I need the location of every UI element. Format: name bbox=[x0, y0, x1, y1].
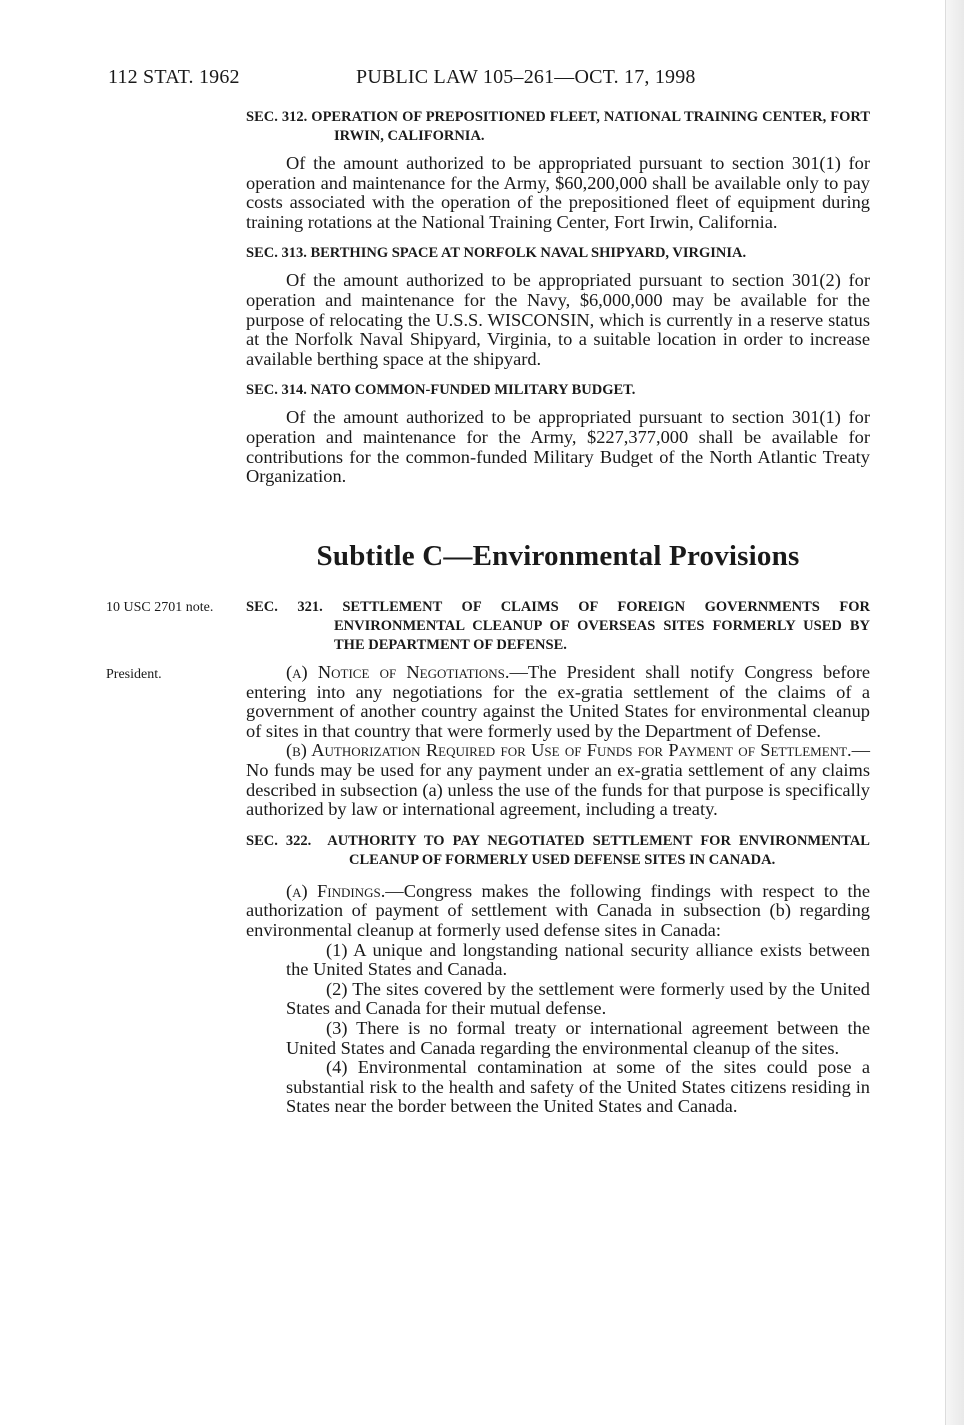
sec-321-title: SETTLEMENT OF CLAIMS OF FOREIGN GOVERNMENTS FOR ENVIRONMENTAL CLEANUP OF OVERSEAS SITES FORMERLY USED BY THE DEPARTMENT OF DEFENSE. bbox=[334, 599, 870, 653]
sec-321-a-label: (a) Notice of Negotiations. bbox=[286, 662, 510, 682]
finding-item: (1) A unique and longstanding national security alliance exists between the United States and Canada. bbox=[286, 939, 870, 980]
sec-321-subsection-a bbox=[246, 663, 870, 741]
sec-321-heading bbox=[246, 598, 870, 655]
finding-item: (2) The sites covered by the settlement were formerly used by the United States and Canada for their mutual defense. bbox=[286, 978, 870, 1019]
main-column bbox=[246, 108, 870, 487]
page-edge-shadow bbox=[946, 0, 964, 1425]
margin-note-usc: 10 USC 2701 note. bbox=[106, 600, 214, 615]
sec-314-heading: SEC. 314. NATO COMMON-FUNDED MILITARY BUDGET. bbox=[246, 382, 636, 399]
sec-322-a-label: (a) Findings. bbox=[286, 880, 386, 901]
sec-322-subsection-a bbox=[246, 882, 870, 941]
sec-313-heading: SEC. 313. BERTHING SPACE AT NORFOLK NAVAL SHIPYARD, VIRGINIA. bbox=[246, 245, 747, 262]
sec-312-text: Of the amount authorized to be appropriated pursuant to section 301(1) for operation and maintenance for the Army, $60,200,000 shall be available only to pay costs associated with the operation of the prepositioned fleet of equipment during training rotations at the National Training Center, Fort Irwin, California. bbox=[246, 153, 870, 232]
sec-322-heading bbox=[246, 832, 870, 870]
sec-321-b-text: —No funds may be used for any payment under an ex-gratia settlement of any claims described in subsection (a) unless the use of the funds for that purpose is specifically authorized by law or international agreement, including a treaty. bbox=[246, 740, 870, 820]
sec-322-a-text: —Congress makes the following findings with respect to the authorization of payment of settlement with Canada in subsection (b) regarding environmental cleanup at formerly used defense sites in Canada: bbox=[246, 880, 870, 940]
sec-321-a-text: —The President shall notify Congress before entering into any negotiations for the ex-gratia settlement of the claims of a government of another country against the United States for environmental cleanup of sites in that country that were formerly used by the Department of Defense. bbox=[246, 662, 870, 741]
environmental-column bbox=[246, 598, 870, 1117]
sec-312-heading: SEC. 312. OPERATION OF PREPOSITIONED FLEET, NATIONAL TRAINING CENTER, FORT IRWIN, CALIFORNIA. bbox=[246, 109, 870, 144]
sec-314-text: Of the amount authorized to be appropriated pursuant to section 301(1) for operation and maintenance for the Army, $227,377,000 shall be available for contributions for the common-funded Military Budget of the North Atlantic Treaty Organization. bbox=[246, 407, 870, 487]
sec-321-subsection-b bbox=[246, 741, 870, 819]
finding-item: (4) Environmental contamination at some of the sites could pose a substantial risk to the health and safety of the United States citizens residing in States near the border between the United States and Canada. bbox=[286, 1057, 870, 1117]
sec-313-text: Of the amount authorized to be appropriated pursuant to section 301(2) for operation and maintenance for the Navy, $6,000,000 may be available for the purpose of relocating the U.S.S. WISCONSIN, which is currently in a reserve status at the Norfolk Naval Shipyard, Virginia, to a suitable location in order to increase available berthing space at the shipyard. bbox=[246, 270, 870, 369]
sec-322-title: AUTHORITY TO PAY NEGOTIATED SETTLEMENT FOR ENVIRONMENTAL CLEANUP OF FORMERLY USED DEFENSE SITES IN CANADA. bbox=[327, 832, 870, 868]
page-edge-line bbox=[945, 0, 946, 1425]
sec-321-number: SEC. 321. bbox=[246, 599, 323, 615]
public-law-citation: PUBLIC LAW 105–261—OCT. 17, 1998 bbox=[356, 66, 696, 88]
finding-item: (3) There is no formal treaty or international agreement between the United States and Canada regarding the environmental cleanup of the sites. bbox=[286, 1017, 870, 1058]
sec-322-number: SEC. 322. bbox=[246, 832, 312, 849]
subtitle-heading: Subtitle C—Environmental Provisions bbox=[316, 540, 800, 572]
statute-page-number: 112 STAT. 1962 bbox=[108, 66, 240, 88]
margin-note-president: President. bbox=[106, 667, 162, 682]
sec-321-b-label: (b) Authorization Required for Use of Funds for Payment of Settlement. bbox=[286, 740, 852, 761]
